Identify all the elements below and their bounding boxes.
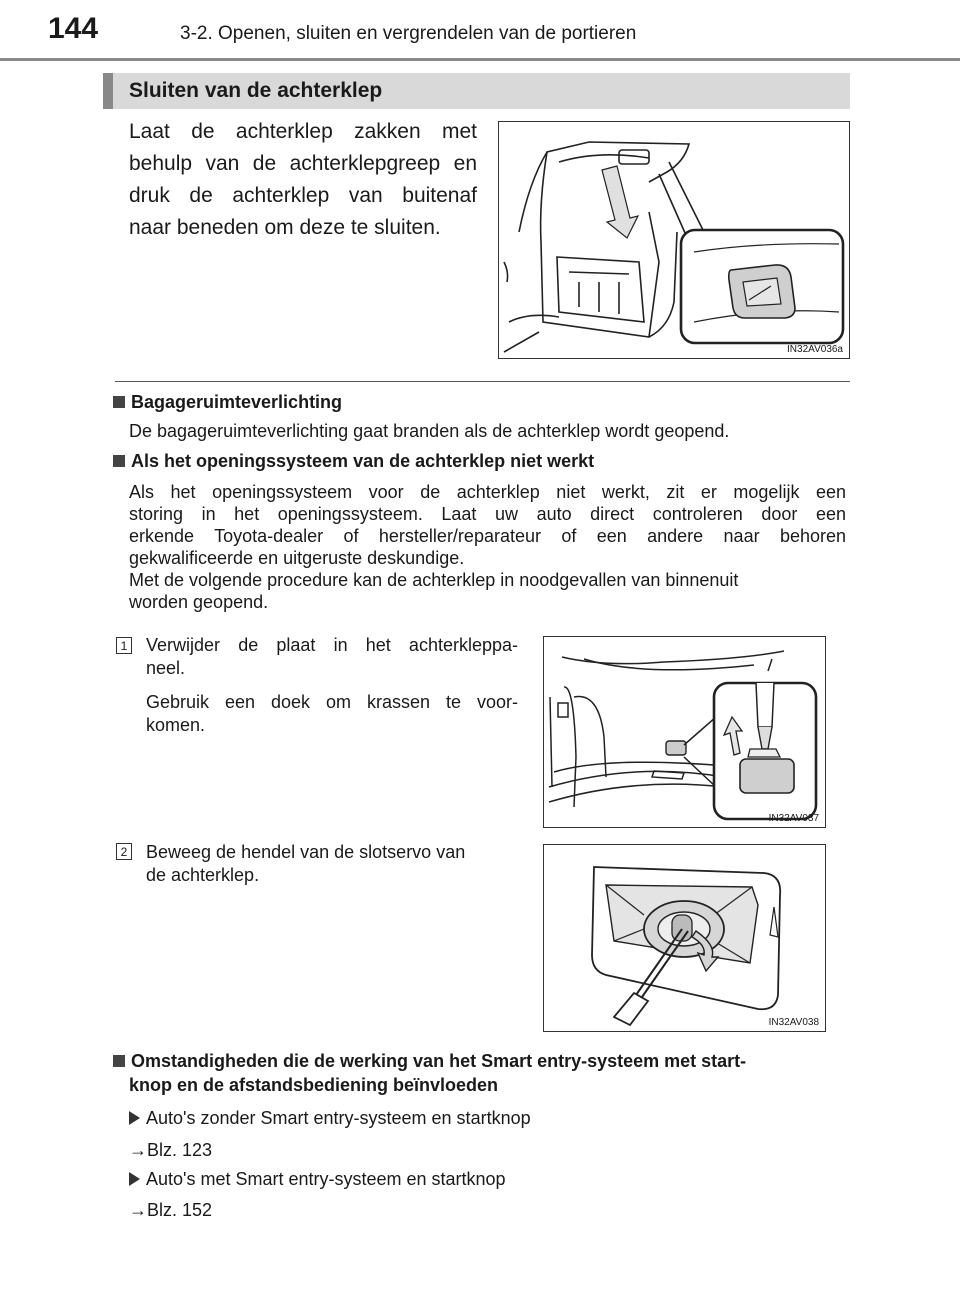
triangle-bullet-icon: [129, 1172, 140, 1186]
step-number-1: 1: [116, 637, 132, 654]
note-text-luggage-light: De bagageruimteverlichting gaat branden als de achterklep wordt geopend.: [129, 421, 730, 441]
list-item-label: Auto's zonder Smart entry-systeem en startknop: [146, 1108, 531, 1128]
note-heading-text: Als het openingssysteem van de achterklep niet werkt: [131, 451, 595, 471]
step-line: Verwijder de plaat in het achterkleppa-: [146, 635, 518, 655]
step-line: neel.: [146, 658, 186, 678]
intro-line: druk de achterklep van buitenaf: [129, 184, 477, 207]
step-number-2: 2: [116, 843, 132, 860]
figure-code: IN32AV038: [768, 1017, 819, 1028]
page-reference-text: Blz. 152: [147, 1200, 213, 1220]
note-heading-text: knop en de afstandsbediening beïnvloeden: [129, 1075, 499, 1095]
list-item-label: Auto's met Smart entry-systeem en startknop: [146, 1169, 506, 1189]
tailgate-illustration: [499, 122, 849, 358]
figure-code: IN32AV036a: [787, 344, 843, 355]
section-divider: [115, 381, 850, 382]
note-heading-luggage-light: [113, 392, 342, 413]
intro-line: Laat de achterklep zakken met: [129, 120, 477, 143]
note-heading-opener-failure: [113, 451, 594, 472]
step-line: de achterklep.: [146, 865, 260, 885]
list-item: [129, 1168, 506, 1190]
note-paragraph-opener-failure: [129, 481, 846, 613]
chapter-title: 3-2. Openen, sluiten en vergrendelen van de portieren: [180, 23, 637, 44]
paragraph-line: worden geopend.: [129, 592, 269, 612]
square-bullet-icon: [113, 1055, 125, 1067]
figure-code: IN32AV037: [768, 813, 819, 824]
section-title: Sluiten van de achterklep: [129, 79, 383, 102]
note-heading-text: Bagageruimteverlichting: [131, 392, 343, 412]
intro-line: behulp van de achterklepgreep en: [129, 152, 477, 175]
figure-lock-servo: [543, 844, 826, 1032]
page-reference[interactable]: [129, 1199, 212, 1221]
square-bullet-icon: [113, 455, 125, 467]
note-heading-text: Omstandigheden die de werking van het Smart entry-systeem met start-: [131, 1051, 747, 1071]
page-reference[interactable]: [129, 1139, 212, 1161]
arrow-right-icon: →: [129, 1140, 147, 1160]
intro-paragraph: [129, 116, 477, 244]
arrow-right-icon: →: [129, 1200, 147, 1220]
list-item: [129, 1107, 531, 1129]
figure-remove-panel: [543, 636, 826, 828]
step-2-text: [146, 841, 518, 887]
page-number: 144: [48, 12, 99, 45]
panel-removal-illustration: [544, 637, 825, 827]
paragraph-line: erkende Toyota-dealer of hersteller/reparateur of een andere naar behoren: [129, 526, 846, 546]
triangle-bullet-icon: [129, 1111, 140, 1125]
header-rule: [0, 58, 960, 61]
paragraph-line: gekwalificeerde en uitgeruste deskundige.: [129, 548, 465, 568]
paragraph-line: Met de volgende procedure kan de achterklep in noodgevallen van binnenuit: [129, 570, 739, 590]
step-1-text: [146, 634, 518, 737]
note-heading-smart-entry: [113, 1051, 853, 1096]
page-reference-text: Blz. 123: [147, 1140, 213, 1160]
section-bar: [103, 73, 850, 109]
step-subline: Gebruik een doek om krassen te voor-: [146, 692, 518, 712]
lock-servo-illustration: [544, 845, 825, 1031]
square-bullet-icon: [113, 396, 125, 408]
paragraph-line: storing in het openingssysteem. Laat uw auto direct controleren door een: [129, 504, 846, 524]
paragraph-line: Als het openingssysteem voor de achterklep niet werkt, zit er mogelijk een: [129, 482, 846, 502]
step-subline: komen.: [146, 715, 206, 735]
figure-tailgate-closing: [498, 121, 850, 359]
step-line: Beweeg de hendel van de slotservo van: [146, 842, 466, 862]
intro-line: naar beneden om deze te sluiten.: [129, 216, 441, 239]
